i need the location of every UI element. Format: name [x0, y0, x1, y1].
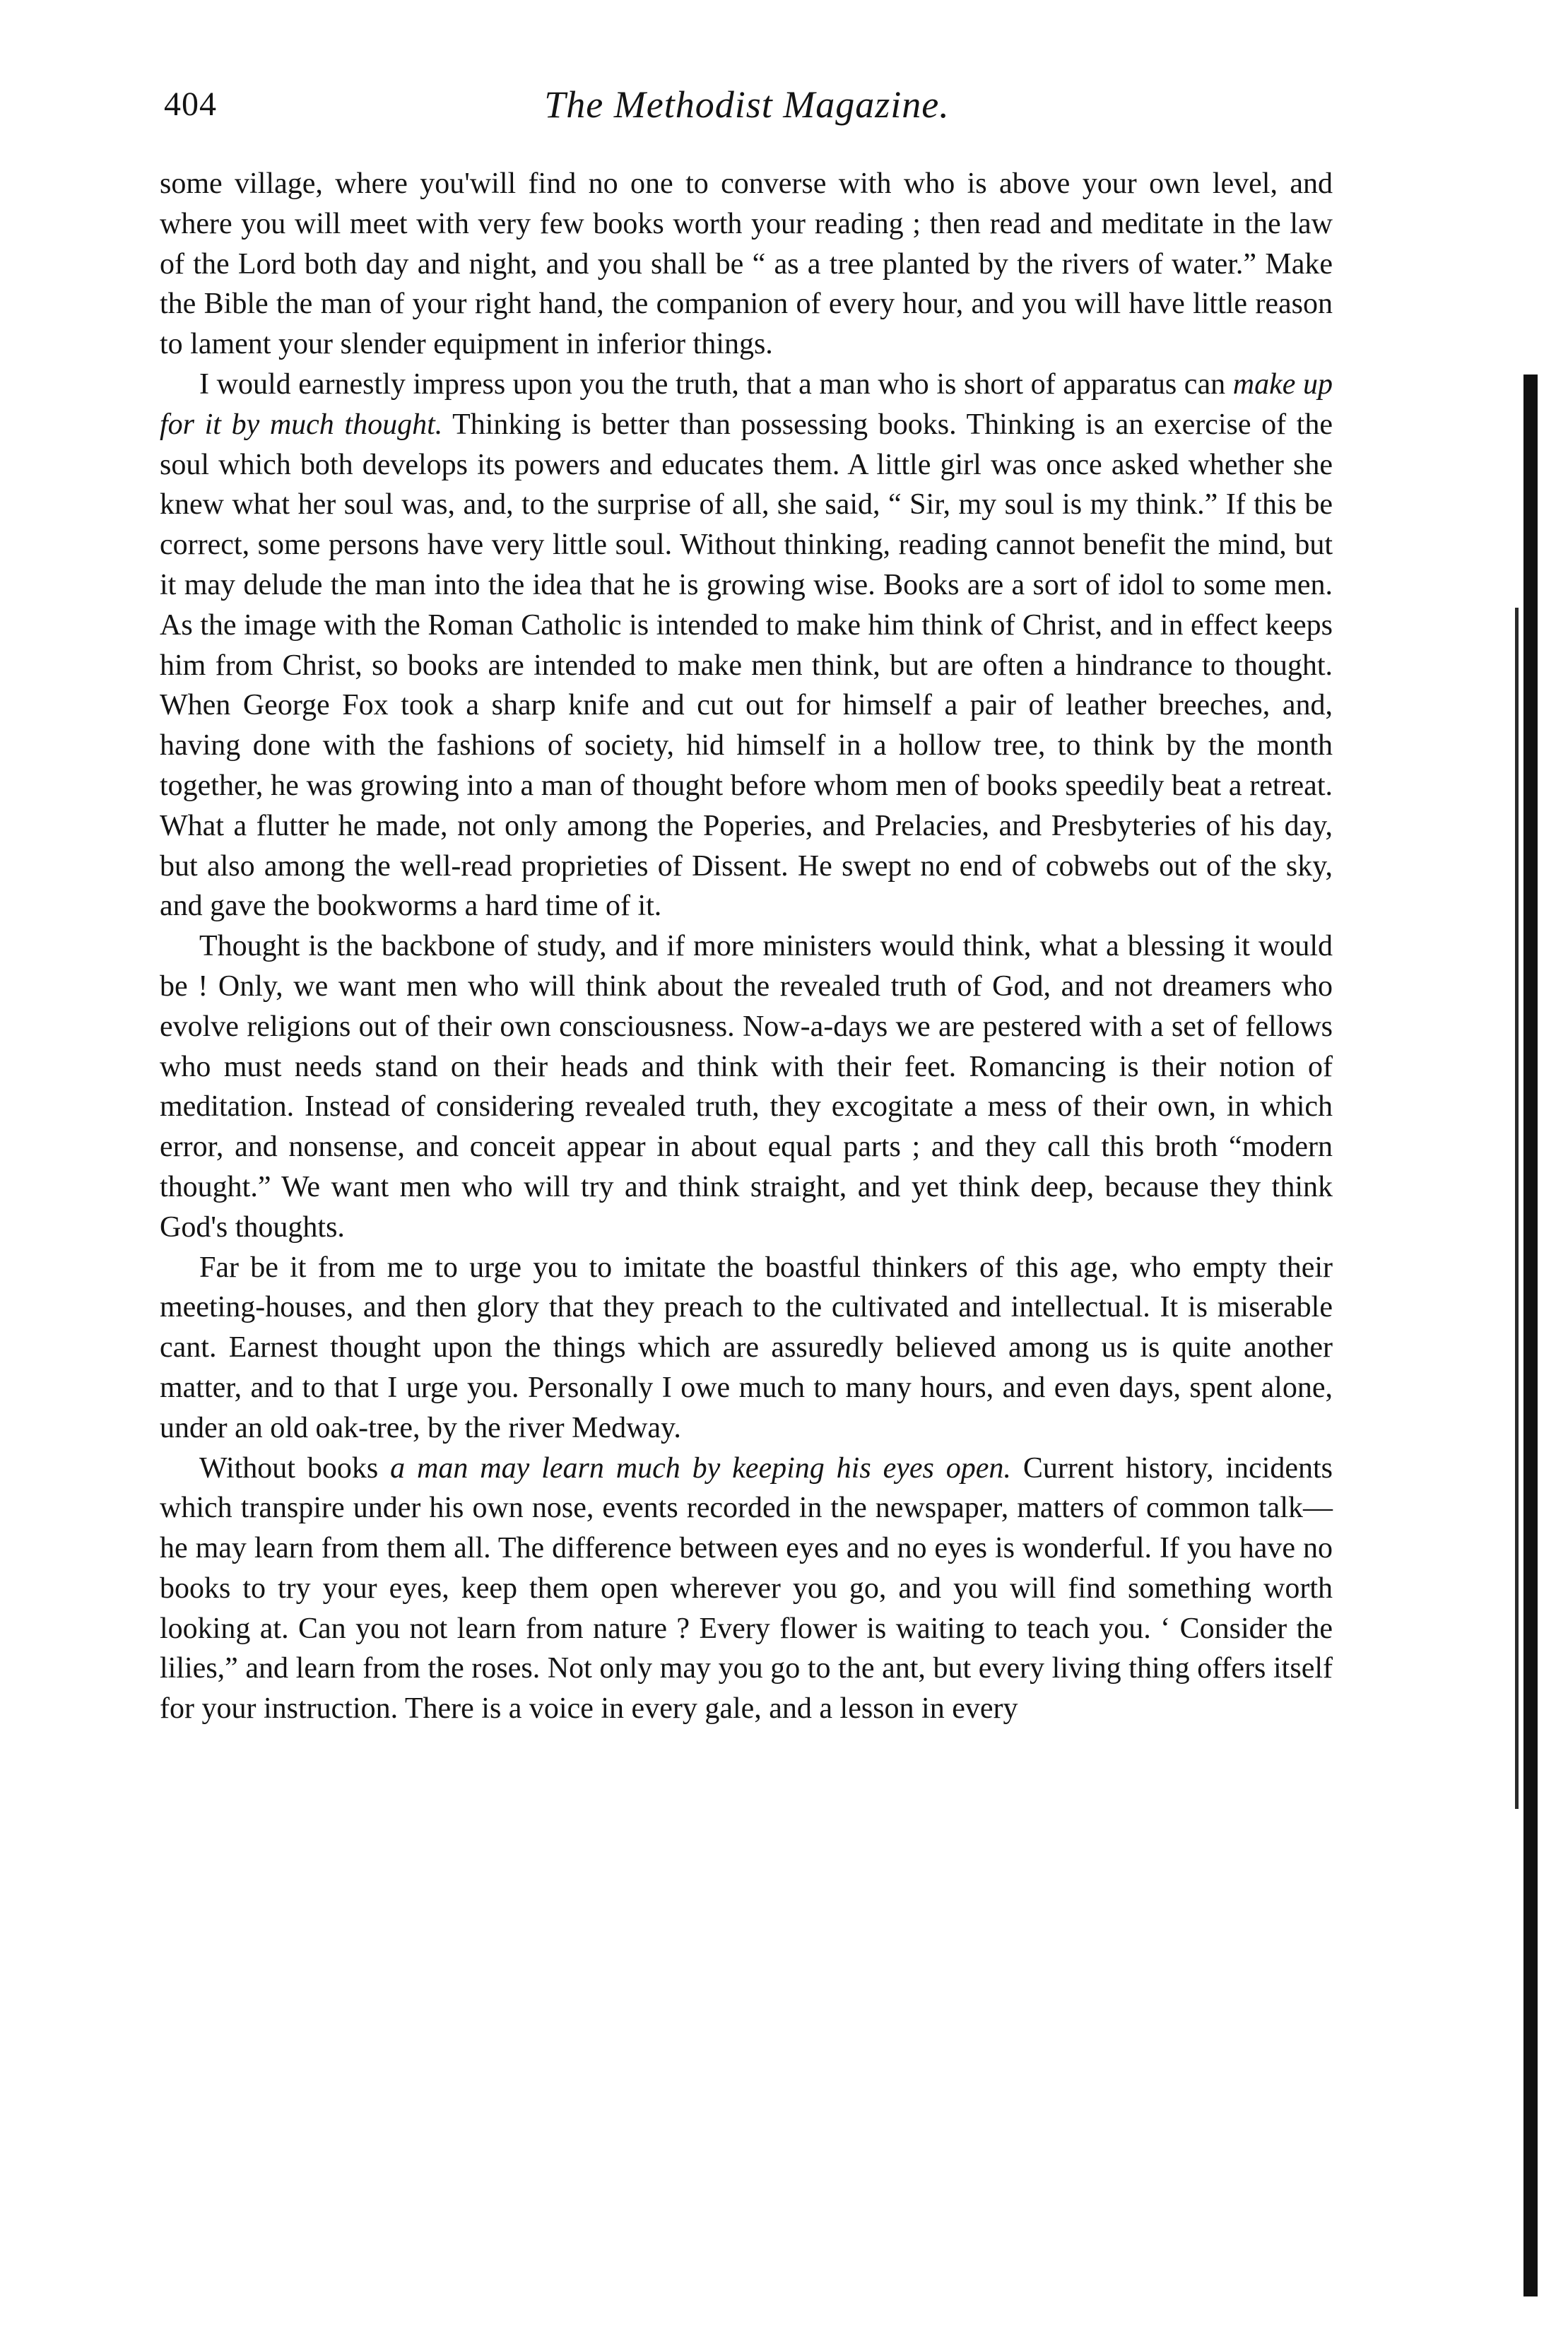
paragraph-1 — [160, 164, 1333, 365]
paragraph-text: Far be it from me to urge you to imitate the boastful thinkers of this age, who empty their meeting-houses, and then glory that they preach to the cultivated and intellectual. It is miserable cant. Earnest thought upon the things which are assuredly believed among us is quite another matter, and to that I urge you. Personally I owe much to many hours, and even days, spent alone, under an old oak-tree, by the river Medway. — [160, 1251, 1333, 1444]
paragraph-text: some village, where you'will find no one to converse with who is above your own level, and where you will meet with very few books worth your reading ; then read and meditate in the law of the Lord both day and night, and you shall be “ as a tree planted by the rivers of water.” Make the Bible the man of your right hand, the companion of every hour, and you will have little reason to lament your slender equipment in inferior things. — [160, 167, 1333, 361]
italic-phrase: a man may learn much by keeping his eyes open. — [390, 1451, 1011, 1485]
paragraph-5 — [160, 1449, 1333, 1730]
page-edge-line — [1515, 608, 1519, 1809]
paragraph-text: Without books — [199, 1451, 391, 1485]
page-edge-shadow — [1523, 375, 1538, 2296]
running-title: The Methodist Magazine. — [544, 83, 950, 126]
paragraph-4 — [160, 1248, 1333, 1449]
article-body — [160, 164, 1333, 1729]
paragraph-text: I would earnestly impress upon you the truth, that a man who is short of apparatus can — [199, 367, 1233, 401]
paragraph-text: Thought is the backbone of study, and if more ministers would think, what a blessing it would be ! Only, we want men who will think about the revealed truth of God, and not dreamers who evolve religions out of their own consciousness. Now-a-days we are pestered with a set of fellows who must needs stand on their heads and think with their feet. Romancing is their notion of meditation. Instead of considering revealed truth, they excogitate a mess of their own, in which error, and nonsense, and conceit appear in about equal parts ; and they call this broth “modern thought.” We want men who will try and think straight, and yet think deep, because they think God's thoughts. — [160, 930, 1333, 1244]
page-header — [164, 76, 1330, 133]
paragraph-2 — [160, 365, 1333, 926]
paragraph-text: Current history, incidents which transpire under his own nose, events recorded in the newspaper, matters of common talk—he may learn from them all. The difference between eyes and no eyes is wonderful. If you have no books to try your eyes, keep them open wherever you go, and you will find something worth looking at. Can you not learn from nature ? Every flower is waiting to teach you. ‘ Consider the lilies,” and learn from the roses. Not only may you go to the ant, but every living thing offers itself for your instruction. There is a voice in every gale, and a lesson in every — [160, 1451, 1333, 1726]
paragraph-text: Thinking is better than possessing books. Thinking is an exercise of the soul which both develops its powers and educates them. A little girl was once asked whether she knew what her soul was, and, to the surprise of all, she said, “ Sir, my soul is my think.” If this be correct, some persons have very little soul. Without thinking, reading cannot benefit the mind, but it may delude the man into the idea that he is growing wise. Books are a sort of idol to some men. As the image with the Roman Catholic is intended to make him think of Christ, and in effect keeps him from Christ, so books are intended to make men think, but are often a hindrance to thought. When George Fox took a sharp knife and cut out for himself a pair of leather breeches, and, having done with the fashions of society, hid himself in a hollow tree, to think by the month together, he was growing into a man of thought before whom men of books speedily beat a retreat. What a flutter he made, not only among the Poperies, and Prelacies, and Presbyteries of his day, but also among the well-read proprieties of Dissent. He swept no end of cobwebs out of the sky, and gave the bookworms a hard time of it. — [160, 408, 1333, 923]
page-number: 404 — [164, 85, 217, 123]
italic-phrase: make up for it by much thought. — [160, 367, 1333, 441]
paragraph-3 — [160, 926, 1333, 1247]
